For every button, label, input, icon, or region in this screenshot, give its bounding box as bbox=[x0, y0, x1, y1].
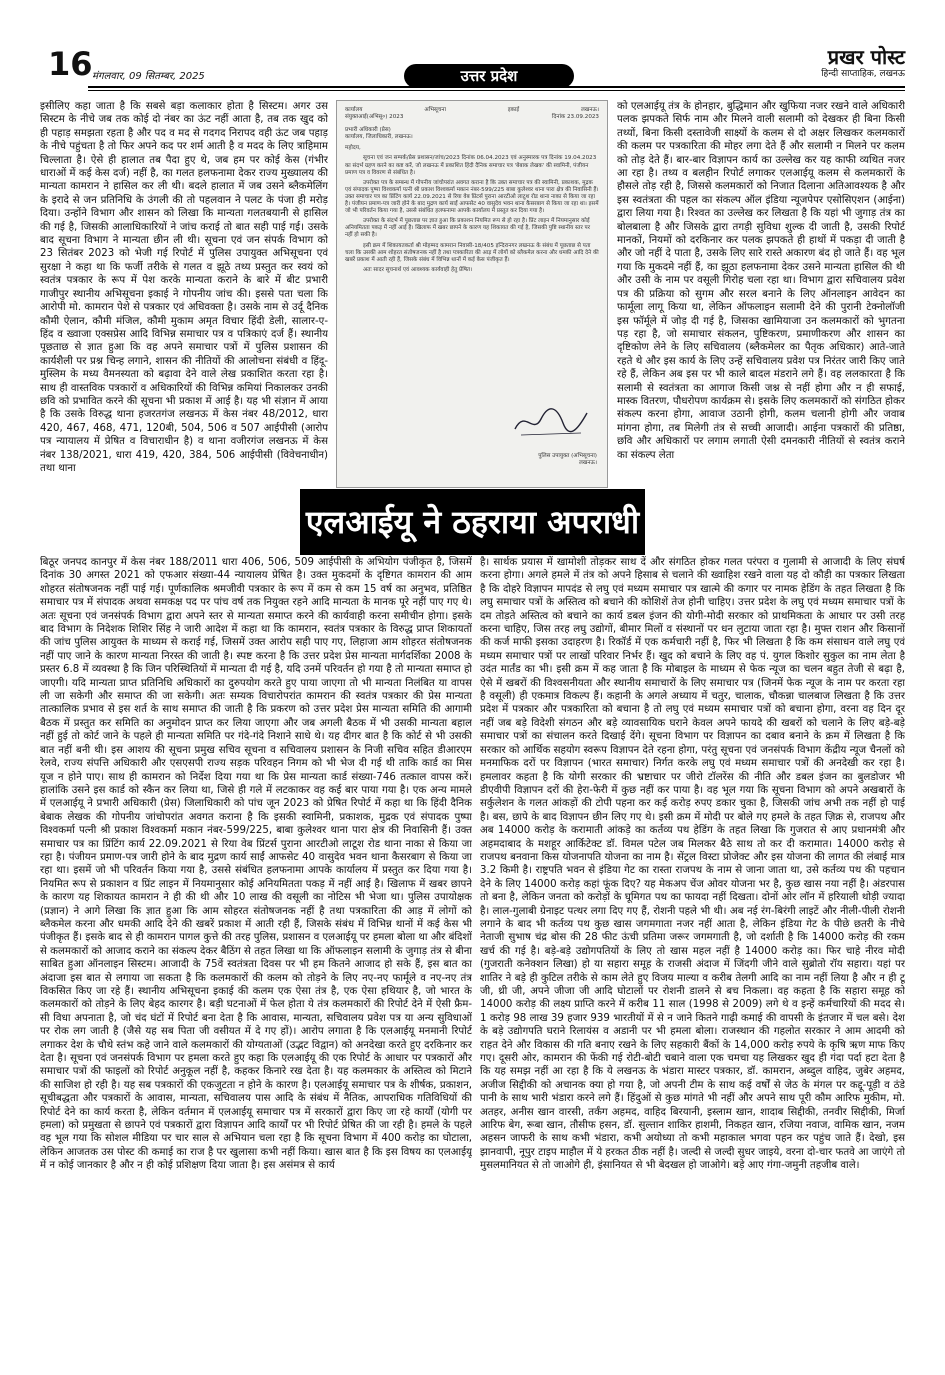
article-column-right-bottom bbox=[480, 556, 905, 1346]
article-text: को एलआईयू तंत्र के होनहार, बुद्धिमान और खुफिया नजर रखने वाले अधिकारी पलक झपकते सिर्फ नाम और मिलने वाली सलामी को देखकर ही बिना किसी तथ्यों, बिना किसी दस्तावेजी साक्ष्यों के कलम से दो अक्षर लिखकर कलमकारों की कलम पर पत्रकारिता की मोहर लगा देते हैं और सलामी न मिलने पर कलम को तोड़ देते हैं। बार-बार विज्ञापन कार्य का उल्लेख कर यह काफी व्यथित नजर आ रहा है। तथ्य व बलहीन रिपोर्ट लगाकर एलआईयू कलम से कलमकारों के हौसले तोड़ रही है, जिससे कलमकारों को निजात दिलाना अतिआवश्यक है और इस स्वतंत्रता की पहल का संकल्प ऑल इंडिया न्यूजपेपर एसोसिएशन (आईना) द्वारा लिया गया है। रिश्वत का उल्लेख कर लिखता है कि यहां भी जुगाड़ तंत्र का बोलबाला है और जिसके द्वारा तगड़ी सुविधा शुल्क दी जाती है, उसकी रिपोर्ट मानकों, नियमों को दरकिनार कर पलक झपकते ही हाथों में पकड़ा दी जाती है और जो नहीं दे पाता है, उसके लिए सारे रास्ते अकारण बंद हो जाते हैं। वह भूल गया कि मुकदमे नहीं हैं, का झूठा हलफनामा देकर उसने मान्यता हासिल की थी और उसी के नाम पर वसूली गिरोह चला रहा था। विभाग द्वारा सचिवालय प्रवेश पत्र की प्रक्रिया को सुगम और सरल बनाने के लिए ऑनलाइन आवेदन का फार्मूला लागू किया था, लेकिन ऑफलाइन सलामी देने की पुरानी टेक्नोलॉजी इस फॉर्मूले में जोड़ दी गई है, जिसका खामियाजा उन कलमकारों को भुगतना पड़ रहा है, जो समाचार संकलन, पुष्टिकरण, प्रमाणीकरण और शासन का दृष्टिकोण लेने के लिए सचिवालय (ब्लैकमेलर का पैतृक अधिकार) आते-जाते रहते थे और इस कार्य के लिए उन्हें सचिवालय प्रवेश पत्र निरंतर जारी किए जाते रहे हैं, लेकिन अब इस पर भी काले बादल मंडराने लगे हैं। वह ललकारता है कि सलामी से स्वतंत्रता का आगाज किसी जश्न से नहीं होगा और न ही सफाई, मास्क वितरण, पौधरोपण कार्यक्रम से। इसके लिए कलमकारों को संगठित होकर संकल्प करना होगा, आवाज उठानी होगी, कलम चलानी होगी और जवाब मांगना होगा, तब मिलेगी तंत्र से सच्ची आजादी। आईना पत्रकारों की प्रतिष्ठा, छवि और अधिकारों पर लगाम लगाती ऐसी दमनकारी नीतियों से स्वतंत्र कराने का संकल्प लेता bbox=[617, 101, 905, 461]
letter-paragraph: अतः सादर सूचनार्थ एवं आवश्यक कार्यवाही हेतु प्रेषित। bbox=[363, 266, 473, 273]
page-number: 16 bbox=[48, 45, 93, 83]
signature-image bbox=[511, 401, 591, 441]
letter-paragraph: उपरोक्त पत्र के सम्बन्ध में गोपनीय जांचोपरांत अवगत कराना है कि उक्त समाचार पत्र की स्वामिनी, प्रकाशक, मुद्रक एवं संपादक पुष्पा विश्वकर्मा पत्नी श्री प्रकाश विश्वकर्मा मकान नंबर-599/225 बाबा कुलेश्वर थाना पारा क्षेत्र की निवासिनी हैं। उक्त समाचार पत्र का प्रिंटिंग कार्य 22.09.2021 से रिया वेब प्रिंटर्स पुराना आरटीओ लाटूश रोड थाना नाका से किया जा रहा है। पंजीयन प्रमाण-पत्र जारी होने के बाद मुद्रण कार्य साईं आफसेट 40 वासुदेव भवन थाना कैसरबाग से किया जा रहा था। इसमें जो भी परिवर्तन किया गया है, उससे संबंधित हलफनामा आपके कार्यालय में प्रस्तुत कर दिया गया है। bbox=[345, 179, 599, 215]
letter-signatory: पुलिस उपायुक्त (अभिसूचना) bbox=[538, 452, 597, 459]
masthead bbox=[821, 46, 905, 80]
section-title: उत्तर प्रदेश bbox=[404, 64, 574, 88]
letter-signatory-city: लखनऊ। bbox=[579, 459, 597, 466]
letter-agency: अभिसूचना bbox=[424, 107, 446, 113]
letter-paragraph: उपरोक्त के संदर्भ में पूछताछ पर ज्ञात हुआ कि प्रकाशन नियमित रूप से हो रहा है। प्रिंट लाइन में नियमानुसार कोई अनियमितता पकड़ में नहीं आई है। खिलाफ में खबर छापने के कारण यह शिकायत की गई है, जिसकी पुष्टि स्थानीय स्तर पर नहीं हो सकी है। bbox=[345, 218, 590, 239]
letter-ref-row bbox=[345, 114, 599, 121]
letter-unit: इकाई bbox=[507, 107, 520, 113]
letter-reference: संयुक्तआई(अभिसू०) 2023 bbox=[345, 114, 404, 121]
article-text: है। सार्थक प्रयास में खामोशी तोड़कर साथ दें और संगठित होकर गलत परंपरा व गुलामी से आजादी के लिए संघर्ष करना होगा। अगले हमले में तंत्र को अपने हिसाब से चलाने की ख्वाहिश रखने वाला यह दो कौड़ी का पत्रकार लिखता है कि दोहरे विज्ञापन मापदंड से लघु एवं मध्यम समाचार पत्र खात्मे की कगार पर नामक हेडिंग के तहत लिखता है कि लघु समाचार पत्रों के अस्तित्व को बचाने की कोशिशें तेज होनी चाहिए। उत्तर प्रदेश के लघु एवं मध्यम समाचार पत्रों के दम तोड़ते अस्तित्व को बचाने का कार्य डबल इंजन की योगी-मोदी सरकार को प्राथमिकता के आधार पर उसी तरह करना चाहिए, जिस तरह लघु उद्योगों, बीमार मिलों व संस्थानों पर धन लुटाया जाता रहा है। मुफ्त राशन और किसानों की कर्ज माफी इसका उदाहरण है। रिकॉर्ड में एक कर्मचारी नहीं है, फिर भी लिखता है कि कम संसाधन वाले लघु एवं मध्यम समाचार पत्रों पर लाखों परिवार निर्भर हैं। खुद को बचाने के लिए वह पं. युगल किशोर सुकुल का नाम लेता है उदंत मार्तंड का भी। इसी क्रम में कह जाता है कि मोबाइल के माध्यम से फेक न्यूज का चलन बहुत तेजी से बढ़ा है, ऐसे में खबरों की विश्वसनीयता और स्थानीय समाचारों के लिए समाचार पत्र (जिनमें फेक न्यूज के नाम पर करता रहा है वसूली) ही एकमात्र विकल्प हैं। कहानी के अगले अध्याय में चतुर, चालाक, चौकन्ना चालबाज लिखता है कि उत्तर प्रदेश में पत्रकार और पत्रकारिता को बचाना है तो लघु एवं मध्यम समाचार पत्रों को बचाना होगा, वरना वह दिन दूर नहीं जब बड़े विदेशी संगठन और बड़े व्यावसायिक घराने केवल अपने फायदे की खबरों को चलाने के लिए बड़े-बड़े समाचार पत्रों का संचालन करते दिखाई देंगे। सूचना विभाग पर विज्ञापन का दबाव बनाने के क्रम में लिखता है कि सरकार को आर्थिक सहयोग स्वरूप विज्ञापन देते रहना होगा, परंतु सूचना एवं जनसंपर्क विभाग केंद्रीय न्यूज चैनलों को मनमाफिक दरों पर विज्ञापन (भारत समाचार) निर्गत करके लघु एवं मध्यम समाचार पत्रों की अनदेखी कर रहा है। हमलावर कहता है कि योगी सरकार की भ्रष्टाचार पर जीरो टॉलरेंस की नीति और डबल इंजन का बुलडोजर भी डीएवीपी विज्ञापन दरों की हेरा-फेरी में कुछ नहीं कर पाया है। वह भूल गया कि सूचना विभाग को अपने अखबारों के सर्कुलेशन के गलत आंकड़ों की टोपी पहना कर कई करोड़ रुपए डकार चुका है, जिसकी जांच अभी तक नहीं हो पाई है। बस, छापे के बाद विज्ञापन छीन लिए गए थे। इसी क्रम में मोदी पर बोले गए हमले के तहत ज़िक्र से, राजपथ और अब 14000 करोड़ के करामाती आंकड़े का कर्तव्य पथ हेडिंग के तहत लिखा कि गुजरात से आए प्रधानमंत्री और अहमदाबाद के मशहूर आर्किटेक्ट डॉ. विमल पटेल जब मिलकर बैठे साथ तो कर दी करामात। 14000 करोड़ से राजपथ बनवाना किस योजनापति योजना का नाम है। सेंट्रल विस्टा प्रोजेक्ट और इस योजना की लागत की लंबाई मात्र 3.2 किमी है। राष्ट्रपति भवन से इंडिया गेट का रास्ता राजपथ के नाम से जाना जाता था, उसे कर्तव्य पथ की पहचान देने के लिए 14000 करोड़ कहां फूंक दिए? यह मेकअप चेंज ओवर योजना भर है, कुछ खास नया नहीं है। अंडरपास तो बना है, लेकिन जनता को करोड़ों के घूमिगत पथ का फायदा नहीं दिखता। दोनों ओर लॉन में हरियाली थोड़ी ज्यादा है। लाल-गुलाबी ग्रेनाइट पत्थर लगा दिए गए हैं, रोशनी पहले भी थी। अब नई रंग-बिरंगी लाइटें और नीली-पीली रोशनी लगाने के बाद भी कर्तव्य पथ कुछ खास जगमगाता नजर नहीं आता है, लेकिन इंडिया गेट के पीछे छतरी के नीचे नेताजी सुभाष चंद्र बोस की 28 फीट ऊंची प्रतिमा जरूर जगमगाती है, जो दर्शाती है कि 14000 करोड़ की रकम खर्च की गई है। बड़े-बड़े उद्योगपतियों के लिए तो खास महल नहीं है 14000 करोड़ का। फिर चाहे नीरव मोदी (गुजराती कनेक्शन लिखा) हो या सहारा समूह के राजसी अंदाज में जिंदगी जीने वाले सुब्रोतो रॉय सहारा। यहां पर शातिर ने बड़े ही कुटिल तरीके से काम लेते हुए विजय माल्या व करीब तेलगी आदि का नाम नहीं लिया है और न ही टू जी, थ्री जी, अपने जीजा जी आदि घोटालों पर रोशनी डालने से बच निकला। वह कहता है कि सहारा समूह को 14000 करोड़ की लक्ष्य प्राप्ति करने में करीब 11 साल (1998 से 2009) लगे थे व इन्हें कर्मचारियों की मदद से। 1 करोड़ 98 लाख 39 हजार 939 भारतीयों में से न जाने कितने गाढ़ी कमाई की वापसी के इंतजार में चल बसे। देश के बड़े उद्योगपति घराने रिलायंस व अडानी पर भी हमला बोला। राजस्थान की गहलोत सरकार ने आम आदमी को राहत देने और विकास की गति बनाए रखने के लिए सहकारी बैंकों के 14,000 करोड़ रुपये के कृषि ऋण माफ किए गए। दूसरी ओर, कामरान की फेंकी गई रोटी-बोटी चबाने वाला एक चमचा यह लिखकर खुद ही गंदा पर्दा हटा देता है कि यह समझ नहीं आ रहा है कि ये लखनऊ के भंडारा मास्टर पत्रकार, डॉ. कामरान, अब्दुल वाहिद, जुबेर अहमद, अजीज सिद्दीकी को अचानक क्या हो गया है, जो अपनी टीम के साथ कई वर्षों से जेठ के मंगल पर कद्दू-पूड़ी व ठंडे पानी के साथ भारी भंडारा करने लगे हैं। हिंदुओं से कुछ मांगते भी नहीं और अपने साथ पूरी कौम आरिफ मुकीम, मो. अतहर, अनीस खान वारसी, तर्कंग अहमद, वाहिद बिरयानी, इस्लाम खान, शादाब सिद्दीकी, तनवीर सिद्दीकी, मिर्जा आरिफ बेग, रूबा खान, तौसीफ हसन, डॉ. सुल्तान शाकिर हाशमी, निकहत खान, रजिया नवाज, वामिक खान, नजम अहसन जाफरी के साथ कभी भंडारा, कभी अयोध्या तो कभी महाकाल भगवा पहन कर पहुंच जाते हैं। देखो, इस झानवापी, नूपुर टाइप माहौल में ये हरकत ठीक नहीं है। जल्दी से जल्दी सुधर जाइये, वरना दो-चार फतवे आ जाएंगे तो मुसलमानियत से तो जाओगे ही, इंसानियत से भी बेदखल हो जाओगे। बड़े आए गंगा-जमुनी तहजीब वाले। bbox=[480, 557, 905, 1172]
letter-salutation: महोदय, bbox=[345, 145, 361, 152]
article-column-right-top bbox=[617, 100, 905, 555]
letter-paragraph: सूचना एवं जन सम्पर्क/प्रेस प्रशासन/जांच/2023 दिनांक 06.04.2023 एवं अनुस्मारक पत्र दिनांक 19.04.2023 का संदर्भ ग्रहण करने का कष्ट करें, जो लखनऊ में प्रकाशित हिंदी दैनिक समाचार पत्र 'बेबाक लेखक' की स्वामिनी, पंजीयन प्रमाण पत्र व विवरण से संबंधित है। bbox=[345, 155, 597, 176]
letter-signature-block bbox=[538, 453, 597, 467]
article-column-left-top bbox=[40, 100, 328, 555]
header-rule-thin bbox=[88, 90, 905, 91]
letter-office: कार्यालय bbox=[345, 107, 363, 113]
letter-to: प्रभारी अधिकारी (प्रेस) bbox=[345, 127, 391, 134]
article-text: बिठूर जनपद कानपुर में केस नंबर 188/2011 धारा 406, 506, 509 आईपीसी के अभियोग पंजीकृत है, जिसमें दिनांक 30 अगस्त 2021 को एफआर संख्या-44 न्यायालय प्रेषित है। उक्त मुकदमों के दृष्टिगत कामरान की आम शोहरत संतोषजनक नहीं पाई गई। पूर्णकालिक श्रमजीवी पत्रकार के रूप में कम से कम 15 वर्ष का अनुभव, प्रतिष्ठित समाचार पत्र में संपादक अथवा समकक्ष पद पर पांच वर्ष तक नियुक्त रहने आदि मान्यता के मानक पूरे नहीं पाए गए थे। अतः सूचना एवं जनसंपर्क विभाग द्वारा अपने स्तर से मान्यता समाप्त करने की कार्यवाही करना समीचीन होगा। इसके बाद विभाग के निदेशक शिशिर सिंह ने जारी आदेश में कहा था कि कामरान, स्वतंत्र पत्रकार के विरुद्ध प्राप्त शिकायतों की जांच पुलिस आयुक्त के माध्यम से कराई गई, जिसमें उक्त आरोप सही पाए गए, लिहाजा आम शोहरत संतोषजनक नहीं पाए जाने के कारण मान्यता निरस्त की जाती है। स्पष्ट करना है कि उत्तर प्रदेश प्रेस मान्यता मार्गदर्शिका 2008 के प्रस्तर 6.8 में व्यवस्था है कि जिन परिस्थितियों में मान्यता दी गई है, यदि उनमें परिवर्तन हो गया है तो मान्यता समाप्त हो जाएगी। यदि मान्यता प्राप्त प्रतिनिधि अधिकारों का दुरुपयोग करते हुए पाया जाएगा तो भी मान्यता निलंबित या वापस ली जा सकेगी और समाप्त की जा सकेगी। अतः सम्यक विचारोपरांत कामरान की स्वतंत्र पत्रकार की प्रेस मान्यता तात्कालिक प्रभाव से इस शर्त के साथ समाप्त की जाती है कि प्रकरण को उत्तर प्रदेश प्रेस मान्यता समिति की आगामी बैठक में प्रस्तुत कर समिति का अनुमोदन प्राप्त कर लिया जाएगा और जब अगली बैठक में भी उसकी मान्यता बहाल नहीं हुई तो कोर्ट जाने के पहले ही मान्यता समिति पर गंदे-गंदे निशाने साधे थे। यह दीगर बात है कि कोर्ट से भी उसकी बात नहीं बनी थी। इस आशय की सूचना प्रमुख सचिव सूचना व सचिवालय प्रशासन के निजी सचिव सहित डीआरएम रेलवे, राज्य संपत्ति अधिकारी और एसएसपी राज्य सड़क परिवहन निगम को भी भेज दी गई थी ताकि कार्ड का मिस यूज न होने पाए। साथ ही कामरान को निर्देश दिया गया था कि प्रेस मान्यता कार्ड संख्या-746 तत्काल वापस करें। हालांकि उसने इस कार्ड को स्कैन कर लिया था, जिसे ही गले में लटकाकर वह कई बार पाया गया है। एक अन्य मामले में एलआईयू ने प्रभारी अधिकारी (प्रेस) जिलाधिकारी को पांच जून 2023 को प्रेषित रिपोर्ट में कहा था कि हिंदी दैनिक बेबाक लेखक की गोपनीय जांचोपरांत अवगत कराना है कि इसकी स्वामिनी, प्रकाशक, मुद्रक एवं संपादक पुष्पा विश्वकर्मा पत्नी श्री प्रकाश विश्वकर्मा मकान नंबर-599/225, बाबा कुलेश्वर थाना पारा क्षेत्र की निवासिनी हैं। उक्त समाचार पत्र का प्रिंटिंग कार्य 22.09.2021 से रिया वेब प्रिंटर्स पुराना आरटीओ लाटूश रोड थाना नाका से किया जा रहा है। पंजीयन प्रमाण-पत्र जारी होने के बाद मुद्रण कार्य साईं आफसेट 40 वासुदेव भवन थाना कैसरबाग से किया जा रहा था। इसमें जो भी परिवर्तन किया गया है, उससे संबंधित हलफनामा आपके कार्यालय में प्रस्तुत कर दिया गया है। नियमित रूप से प्रकाशन व प्रिंट लाइन में नियमानुसार कोई अनियमितता पकड़ में नहीं आई है। खिलाफ में खबर छापने के कारण यह शिकायत कामरान ने ही की थी और 10 लाख की वसूली का नोटिस भी भेजा था। पुलिस उपायोक्षक (प्रज्ञान) ने आगे लिखा कि ज्ञात हुआ कि आम सोहरत संतोषजनक नहीं है तथा पत्रकारिता की आड़ में लोगों को ब्लैकमेल करना और धमकी आदि देने की खबरें प्रकाश में आती रही हैं, जिसके संबंध में विभिन्न थानों में कई केस भी पंजीकृत हैं। इसके बाद से ही कामरान पागल कुत्ते की तरह पुलिस, प्रशासन व एलआईयू पर हमला बोला था और बंदिशों से कलमकारों को आजाद कराने का संकल्प देकर बैठिंग से तहत लिखा था कि ऑफलाइन सलामी के जुगाड़ तंत्र से बीना साबित हुआ ऑनलाइन सिस्टम। आजादी के 75वें स्वतंत्रता दिवस पर भी हम कितने आजाद हो सके हैं, इस बात का अंदाजा इस बात से लगाया जा सकता है कि कलमकारों की कलम को तोड़ने के लिए नए-नए फार्मूले व नए-नए तंत्र विकसित किए जा रहे हैं। स्थानीय अभिसूचना इकाई की कलम एक ऐसा तंत्र है, एक ऐसा हथियार है, जो भारत के कलमकारों को तोड़ने के लिए बेहद कारगर है। बड़ी घटनाओं में फेल होता ये तंत्र कलमकारों की रिपोर्ट देने में ऐसी फ्रैम-सी विधा अपनाता है, जो चंद घंटों में रिपोर्ट बना देता है कि आवास, मान्यता, सचिवालय प्रवेश पत्र या अन्य सुविधाओं पर रोक लग जाती है (जैसे यह सब पिता जी वसीयत में दे गए हों)। आरोप लगाता है कि एलआईयू मनमानी रिपोर्ट लगाकर देश के चौथे स्तंभ कहे जाने वाले कलमकारों की योग्यताओं (उद्भट विद्वान) को अनदेखा करते हुए दरकिनार कर देता है। सूचना एवं जनसंपर्क विभाग पर हमला करते हुए कहा कि एलआईयू की एक रिपोर्ट के आधार पर पत्रकारों और समाचार पत्रों की फाइलों को रिपोर्ट अनुकूल नहीं है, कहकर किनारे रख देता है। यह कलमकार के अस्तित्व को मिटाने की साजिश हो रही है। यह सब पत्रकारों की एकजुटता न होने के कारण है। एलआईयू समाचार पत्र के शीर्षक, प्रकाशन, सूचीबद्धता और पत्रकारों के आवास, मान्यता, सचिवालय पास आदि के संबंध में नैतिक, आपराधिक गतिविधियों की रिपोर्ट देने का कार्य करता है, लेकिन वर्तमान में एलआईयू समाचार पत्र में सरकारों द्वारा किए जा रहे कार्यों (योगी पर हमला) को प्रमुखता से छापने एवं पत्रकारों द्वारा विज्ञापन आदि कार्यों पर भी रिपोर्ट प्रेषित की जा रही है। हमले के पहले वह भूल गया कि सोशल मीडिया पर चार साल से अभियान चला रहा है कि सूचना विभाग में 400 करोड़ का घोटाला, लेकिन आजतक उस पोस्ट की कमाई का राज है पर खुलासा कभी नहीं किया। खास बात है कि इस विषय का एलआईयू में न कोई जानकार है और न ही कोई प्रशिक्षण दिया जाता है। इस असंमत्र से कार्य bbox=[40, 557, 472, 1172]
letter-paragraph: इसी क्रम में शिकायतकर्ता श्री मोहम्मद कामरान निवासी-18/405 इन्दिरानगर लखनऊ के संबंध में पूछताछ से पता चला कि उसकी आम शोहरत संतोषजनक नहीं है तथा पत्रकारिता की आड़ में लोगों को ब्लैकमेल करना और धमकी आदि देने की खबरें प्रकाश में आती रही हैं, जिसके संबंध में विभिन्न थानों में कई केस पंजीकृत हैं। bbox=[345, 242, 599, 263]
letter-to-office: कार्यालय, जिलाधिकारी, लखनऊ। bbox=[345, 134, 413, 141]
letter-city: लखनऊ। bbox=[581, 107, 599, 113]
headline: एलआईयू ने ठहराया अपराधी bbox=[300, 489, 645, 555]
article-text: इसीलिए कहा जाता है कि सबसे बड़ा कलाकार होता है सिस्टम। अगर उस सिस्टम के नीचे जब तक कोई दो नंबर का ऊंट नहीं आता है, तब तक खुद को ही पहाड़ समझता रहता है और पद व मद से गदगद निरापद वही ऊंट जब पहाड़ के नीचे पहुंचता है तो फिर अपने कद पर शर्म आती है व मदद के लिए त्राहिमाम चिल्लाता है। ऐसे ही हालात तब पैदा हुए थे, जब हम पर कोई केस (गंभीर धाराओं में कई केस दर्ज) नहीं है, का गलत हलफनामा देकर राज्य मुख्यालय की मान्यता कामरान ने हासिल कर ली थी। बदले हालात में जब उसने ब्लैकमेलिंग के इरादे से जन प्रतिनिधि के उंगली की तो पहलवान ने पलट के पंजा ही मरोड़ दिया। उन्होंने विभाग और शासन को लिखा कि मान्यता गलतबयानी से हासिल की गई है, जिसकी आलाधिकारियों ने जांच कराई तो बात सही पाई गई। उसके बाद सूचना विभाग ने मान्यता छीन ली थी। सूचना एवं जन संपर्क विभाग को 23 सितंबर 2023 को भेजी गई रिपोर्ट में पुलिस उपायुक्त अभिसूचना एवं सुरक्षा ने कहा था कि फर्जी तरीके से गलत व झूठे तथ्य प्रस्तुत कर स्वयं को स्वतंत्र पत्रकार के रूप में पेश करके मान्यता कराने के बारे में बीट प्रभारी गाजीपुर स्थानीय अभिसूचना इकाई ने गोपनीय जांच की। इससे पता चला कि आरोपी मो. कामरान पेशे से पत्रकार एवं अधिवक्ता है। उसके नाम से उर्दू दैनिक कौमी ऐलान, कौमी मंजिल, कौमी मुकाम अमृत विचार हिंदी डेली, सालार-ए-हिंद व ख्वाजा एक्सप्रेस आदि विभिन्न समाचार पत्र व पत्रिकाएं दर्ज हैं। स्थानीय पूछताछ से ज्ञात हुआ कि वह अपने समाचार पत्रों में पुलिस प्रशासन की कार्यशैली पर प्रश्न चिन्ह लगाने, शासन की नीतियों की आलोचना संबंधी व हिंदू-मुस्लिम के मध्य वैमनस्यता को बढ़ावा देने वाले लेख प्रकाशित करता रहा है। साथ ही वास्तविक पत्रकारों व अधिकारियों की विभिन्न कमियां निकालकर उनकी छवि को प्रभावित करने की सूचना भी प्रकाश में आई है। यह भी संज्ञान में आया है कि उसके विरुद्ध थाना हजरतगंज लखनऊ में केस नंबर 48/2012, धारा 420, 467, 468, 471, 120बी, 504, 506 व 507 आईपीसी (आरोप पत्र न्यायालय में प्रेषित व विचाराधीन है) व थाना वजीरगंज लखनऊ में केस नंबर 138/2021, धारा 419, 420, 384, 506 आईपीसी (विवेचनाधीन) तथा थाना bbox=[40, 101, 328, 474]
letter-date: दिनांक 23.09.2023 bbox=[551, 114, 599, 121]
article-column-left-bottom bbox=[40, 556, 472, 1346]
header-rule bbox=[88, 86, 905, 88]
page-header bbox=[0, 0, 945, 96]
newspaper-subtitle: हिन्दी साप्ताहिक, लखनऊ bbox=[821, 69, 905, 79]
issue-date: मंगलवार, 09 सितम्बर, 2025 bbox=[92, 71, 205, 82]
scanned-letter bbox=[336, 100, 608, 488]
newspaper-name: प्रखर पोस्ट bbox=[827, 45, 905, 69]
